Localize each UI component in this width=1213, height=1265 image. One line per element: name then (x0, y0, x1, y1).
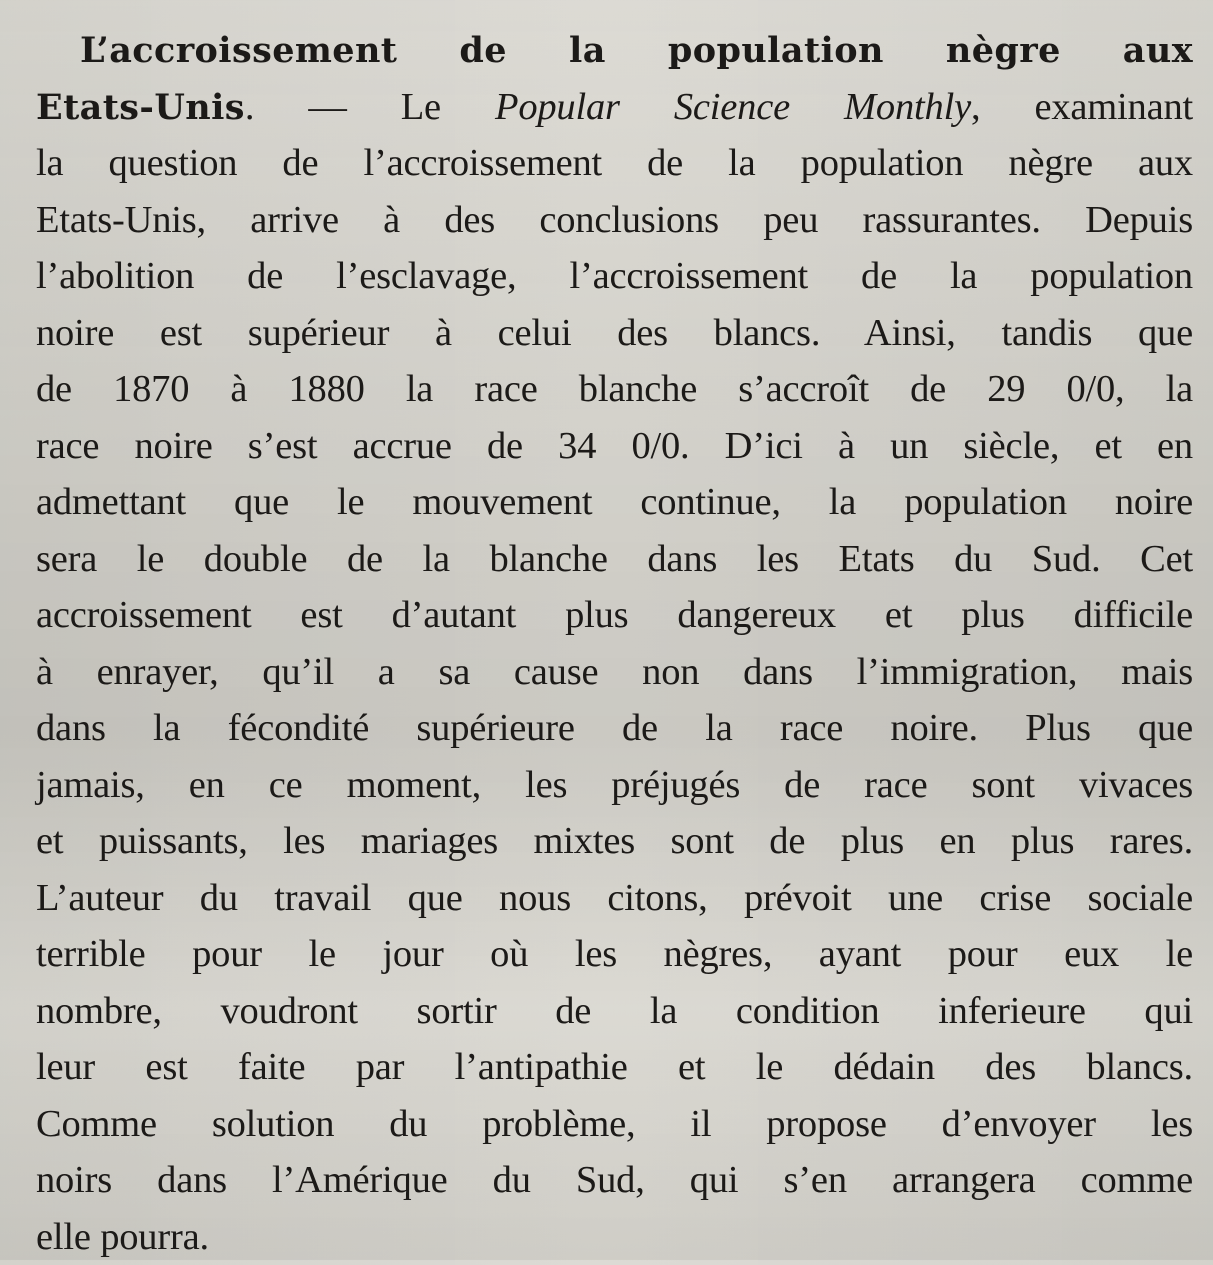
article-headline: L’accroissement de la population nègre aux (80, 30, 1193, 71)
article-body (36, 22, 1193, 1265)
journal-title: Popular Science Monthly (495, 86, 971, 128)
article-line: accroissement est d’autant plus dangereux et plus difficile (36, 587, 1193, 644)
article-last-line: elle pourra. (36, 1209, 1193, 1265)
article-line: à enrayer, qu’il a sa cause non dans l’immigration, mais (36, 644, 1193, 701)
article-line: la question de l’accroissement de la population nègre aux (36, 135, 1193, 192)
article-line: sera le double de la blanche dans les Etats du Sud. Cet (36, 531, 1193, 588)
article-line: dans la fécondité supérieure de la race noire. Plus que (36, 700, 1193, 757)
dash-intro: — Le (254, 86, 495, 128)
headline-period: . (245, 86, 254, 128)
article-headline-continued: Etats-Unis (36, 87, 245, 128)
article-line: leur est faite par l’antipathie et le dédain des blancs. (36, 1039, 1193, 1096)
article-line: jamais, en ce moment, les préjugés de race sont vivaces (36, 757, 1193, 814)
article-line: noire est supérieur à celui des blancs. Ainsi, tandis que (36, 305, 1193, 362)
article-line: race noire s’est accrue de 34 0/0. D’ici à un siècle, et en (36, 418, 1193, 475)
headline-line (36, 22, 1193, 79)
article-line-1 (36, 79, 1193, 136)
article-line: noirs dans l’Amérique du Sud, qui s’en arrangera comme (36, 1152, 1193, 1209)
article-line: admettant que le mouvement continue, la population noire (36, 474, 1193, 531)
article-line: nombre, voudront sortir de la condition inferieure qui (36, 983, 1193, 1040)
article-line: terrible pour le jour où les nègres, ayant pour eux le (36, 926, 1193, 983)
article-text: , examinant (971, 86, 1193, 128)
article-line: et puissants, les mariages mixtes sont de plus en plus rares. (36, 813, 1193, 870)
article-line: l’abolition de l’esclavage, l’accroissement de la population (36, 248, 1193, 305)
article-line: L’auteur du travail que nous citons, prévoit une crise sociale (36, 870, 1193, 927)
article-line: Etats-Unis, arrive à des conclusions peu rassurantes. Depuis (36, 192, 1193, 249)
article-line: de 1870 à 1880 la race blanche s’accroît de 29 0/0, la (36, 361, 1193, 418)
article-line: Comme solution du problème, il propose d’envoyer les (36, 1096, 1193, 1153)
